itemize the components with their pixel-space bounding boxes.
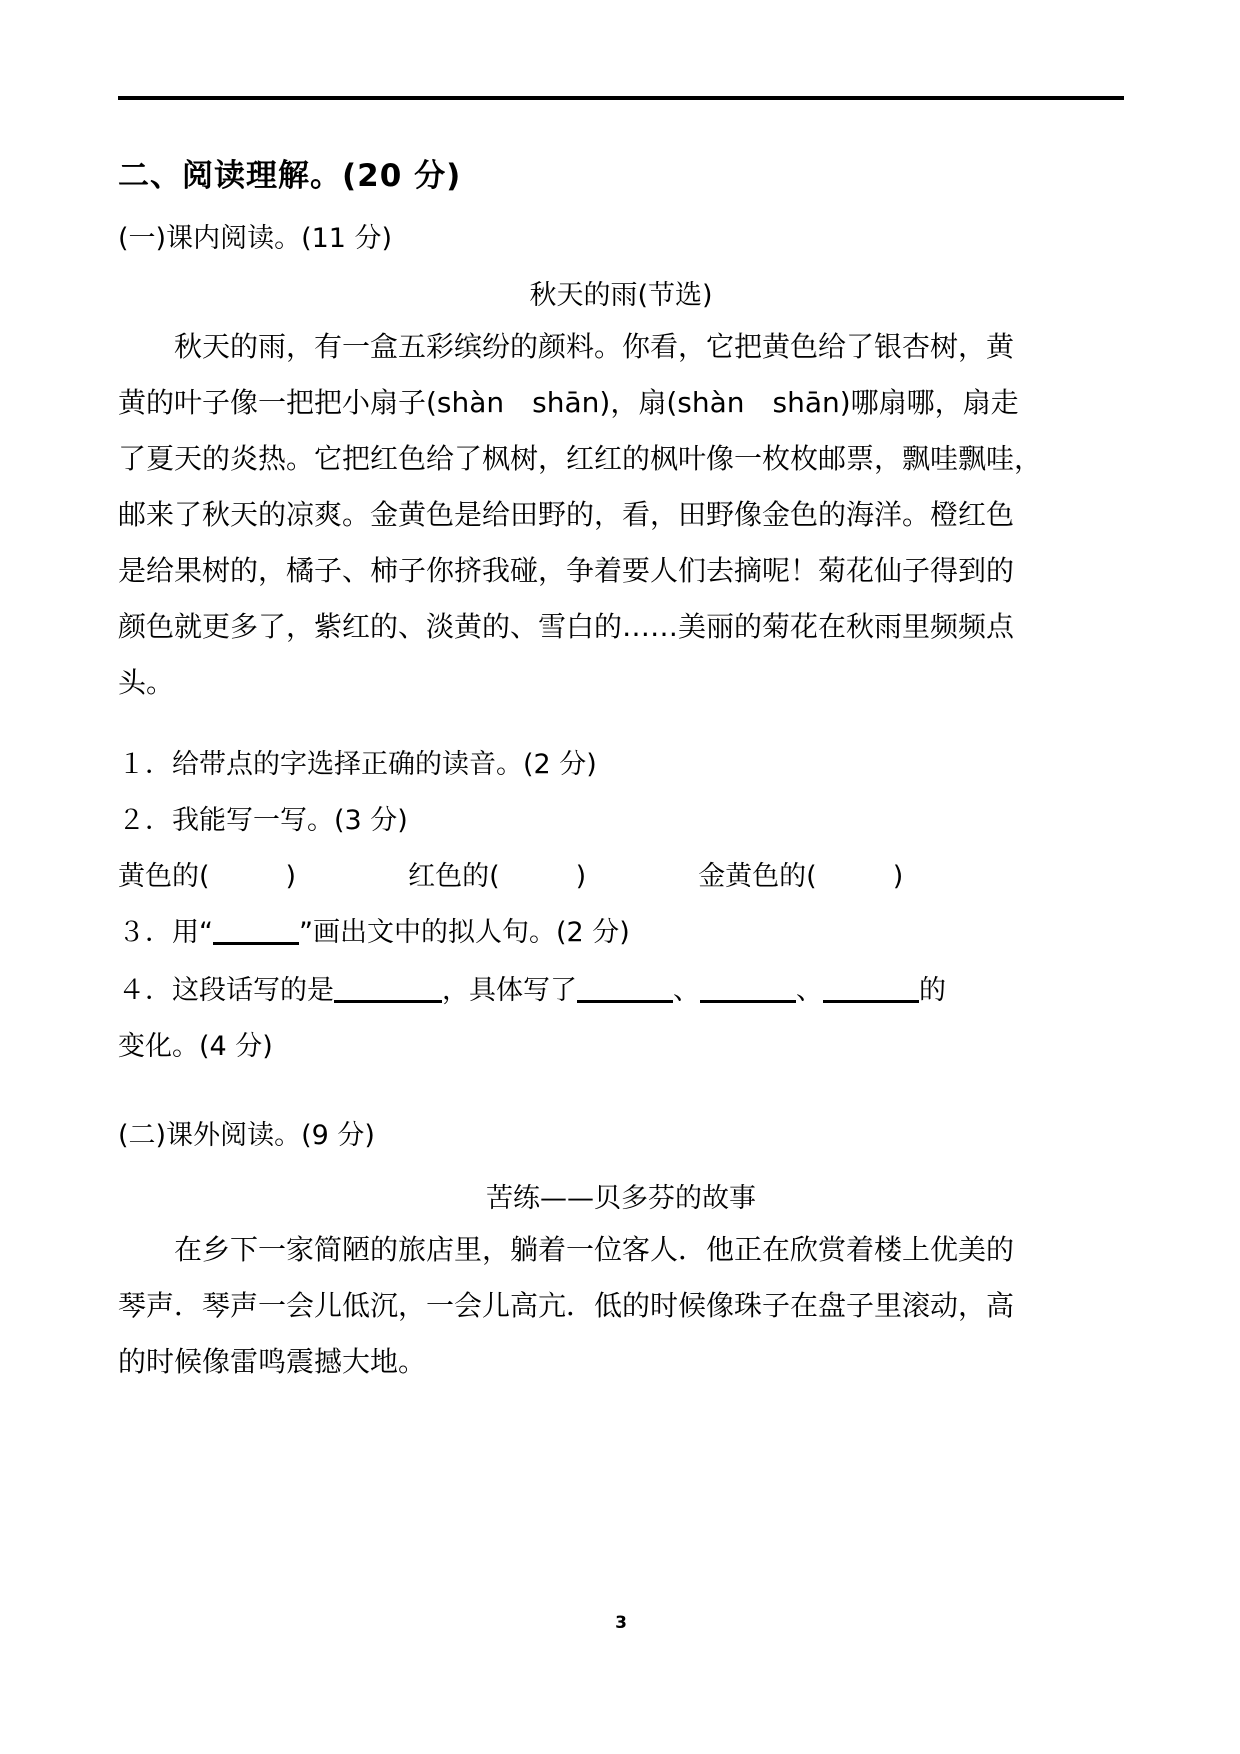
- section-heading: 二、阅读理解。(20 分): [118, 158, 462, 194]
- question-2: ２．我能写一写。(3 分): [118, 805, 408, 836]
- q2-blank-label-red: 红色的(: [408, 861, 500, 892]
- question-4-blank-detail-3[interactable]: [823, 974, 919, 1003]
- header-rule: [118, 96, 1124, 100]
- question-4-part-two: ，具体写了: [442, 975, 577, 1006]
- question-4-line-two: 变化。(4 分): [118, 1031, 273, 1062]
- question-4-separator: 、: [673, 975, 700, 1006]
- q2-blank-label-yellow: 黄色的(: [118, 861, 210, 892]
- passage-two-line: 在乡下一家简陋的旅店里，躺着一位客人．他正在欣赏着楼上优美的: [118, 1233, 1015, 1266]
- passage-one-line: 颜色就更多了，紫红的、淡黄的、雪白的……美丽的菊花在秋雨里频频点: [118, 610, 1015, 643]
- q2-blank-close-red: ): [575, 861, 587, 892]
- passage-one-line: 是给果树的，橘子、柿子你挤我碰，争着要人们去摘呢！菊花仙子得到的: [118, 554, 1015, 587]
- question-4-tail: 的: [919, 975, 946, 1006]
- q2-blank-close-yellow: ): [285, 861, 297, 892]
- question-1: １．给带点的字选择正确的读音。(2 分): [118, 749, 597, 780]
- part-two-subheading: (二)课外阅读。(9 分): [118, 1120, 375, 1151]
- question-3-suffix: ”画出文中的拟人句。(2 分): [299, 917, 630, 948]
- passage-one-line: 邮来了秋天的凉爽。金黄色是给田野的，看，田野像金色的海洋。橙红色: [118, 498, 1015, 531]
- question-2-blanks-row: [118, 854, 903, 893]
- passage-one-line: 黄的叶子像一把把小扇子(shàn shān)，扇(shàn shān)哪扇哪，扇走: [118, 386, 1019, 419]
- question-3: [118, 910, 630, 949]
- question-4-blank-detail-2[interactable]: [700, 974, 796, 1003]
- q2-blank-close-golden: ): [892, 861, 904, 892]
- page-number: 3: [615, 1613, 627, 1633]
- passage-title-one: 秋天的雨(节选): [529, 280, 713, 311]
- question-4-line-one: [118, 968, 946, 1007]
- passage-two-line: 琴声．琴声一会儿低沉，一会儿高亢．低的时候像珠子在盘子里滚动，高: [118, 1289, 1015, 1322]
- part-one-subheading: (一)课内阅读。(11 分): [118, 223, 393, 254]
- passage-title-two: 苦练——贝多芬的故事: [486, 1183, 756, 1214]
- question-4-blank-detail-1[interactable]: [577, 974, 673, 1003]
- passage-one-line: 秋天的雨，有一盒五彩缤纷的颜料。你看，它把黄色给了银杏树，黄: [118, 330, 1015, 363]
- question-4-separator: 、: [796, 975, 823, 1006]
- question-3-underline-blank[interactable]: [213, 918, 299, 945]
- passage-two-line: 的时候像雷鸣震撼大地。: [118, 1345, 427, 1378]
- question-3-prefix: ３．用“: [118, 917, 213, 948]
- passage-one-line: 了夏天的炎热。它把红色给了枫树，红红的枫叶像一枚枚邮票，飘哇飘哇，: [118, 442, 1043, 475]
- question-4-blank-topic[interactable]: [334, 974, 442, 1003]
- q2-blank-label-golden: 金黄色的(: [698, 861, 817, 892]
- question-4-part-one: ４．这段话写的是: [118, 975, 334, 1006]
- passage-one-line: 头。: [118, 666, 175, 699]
